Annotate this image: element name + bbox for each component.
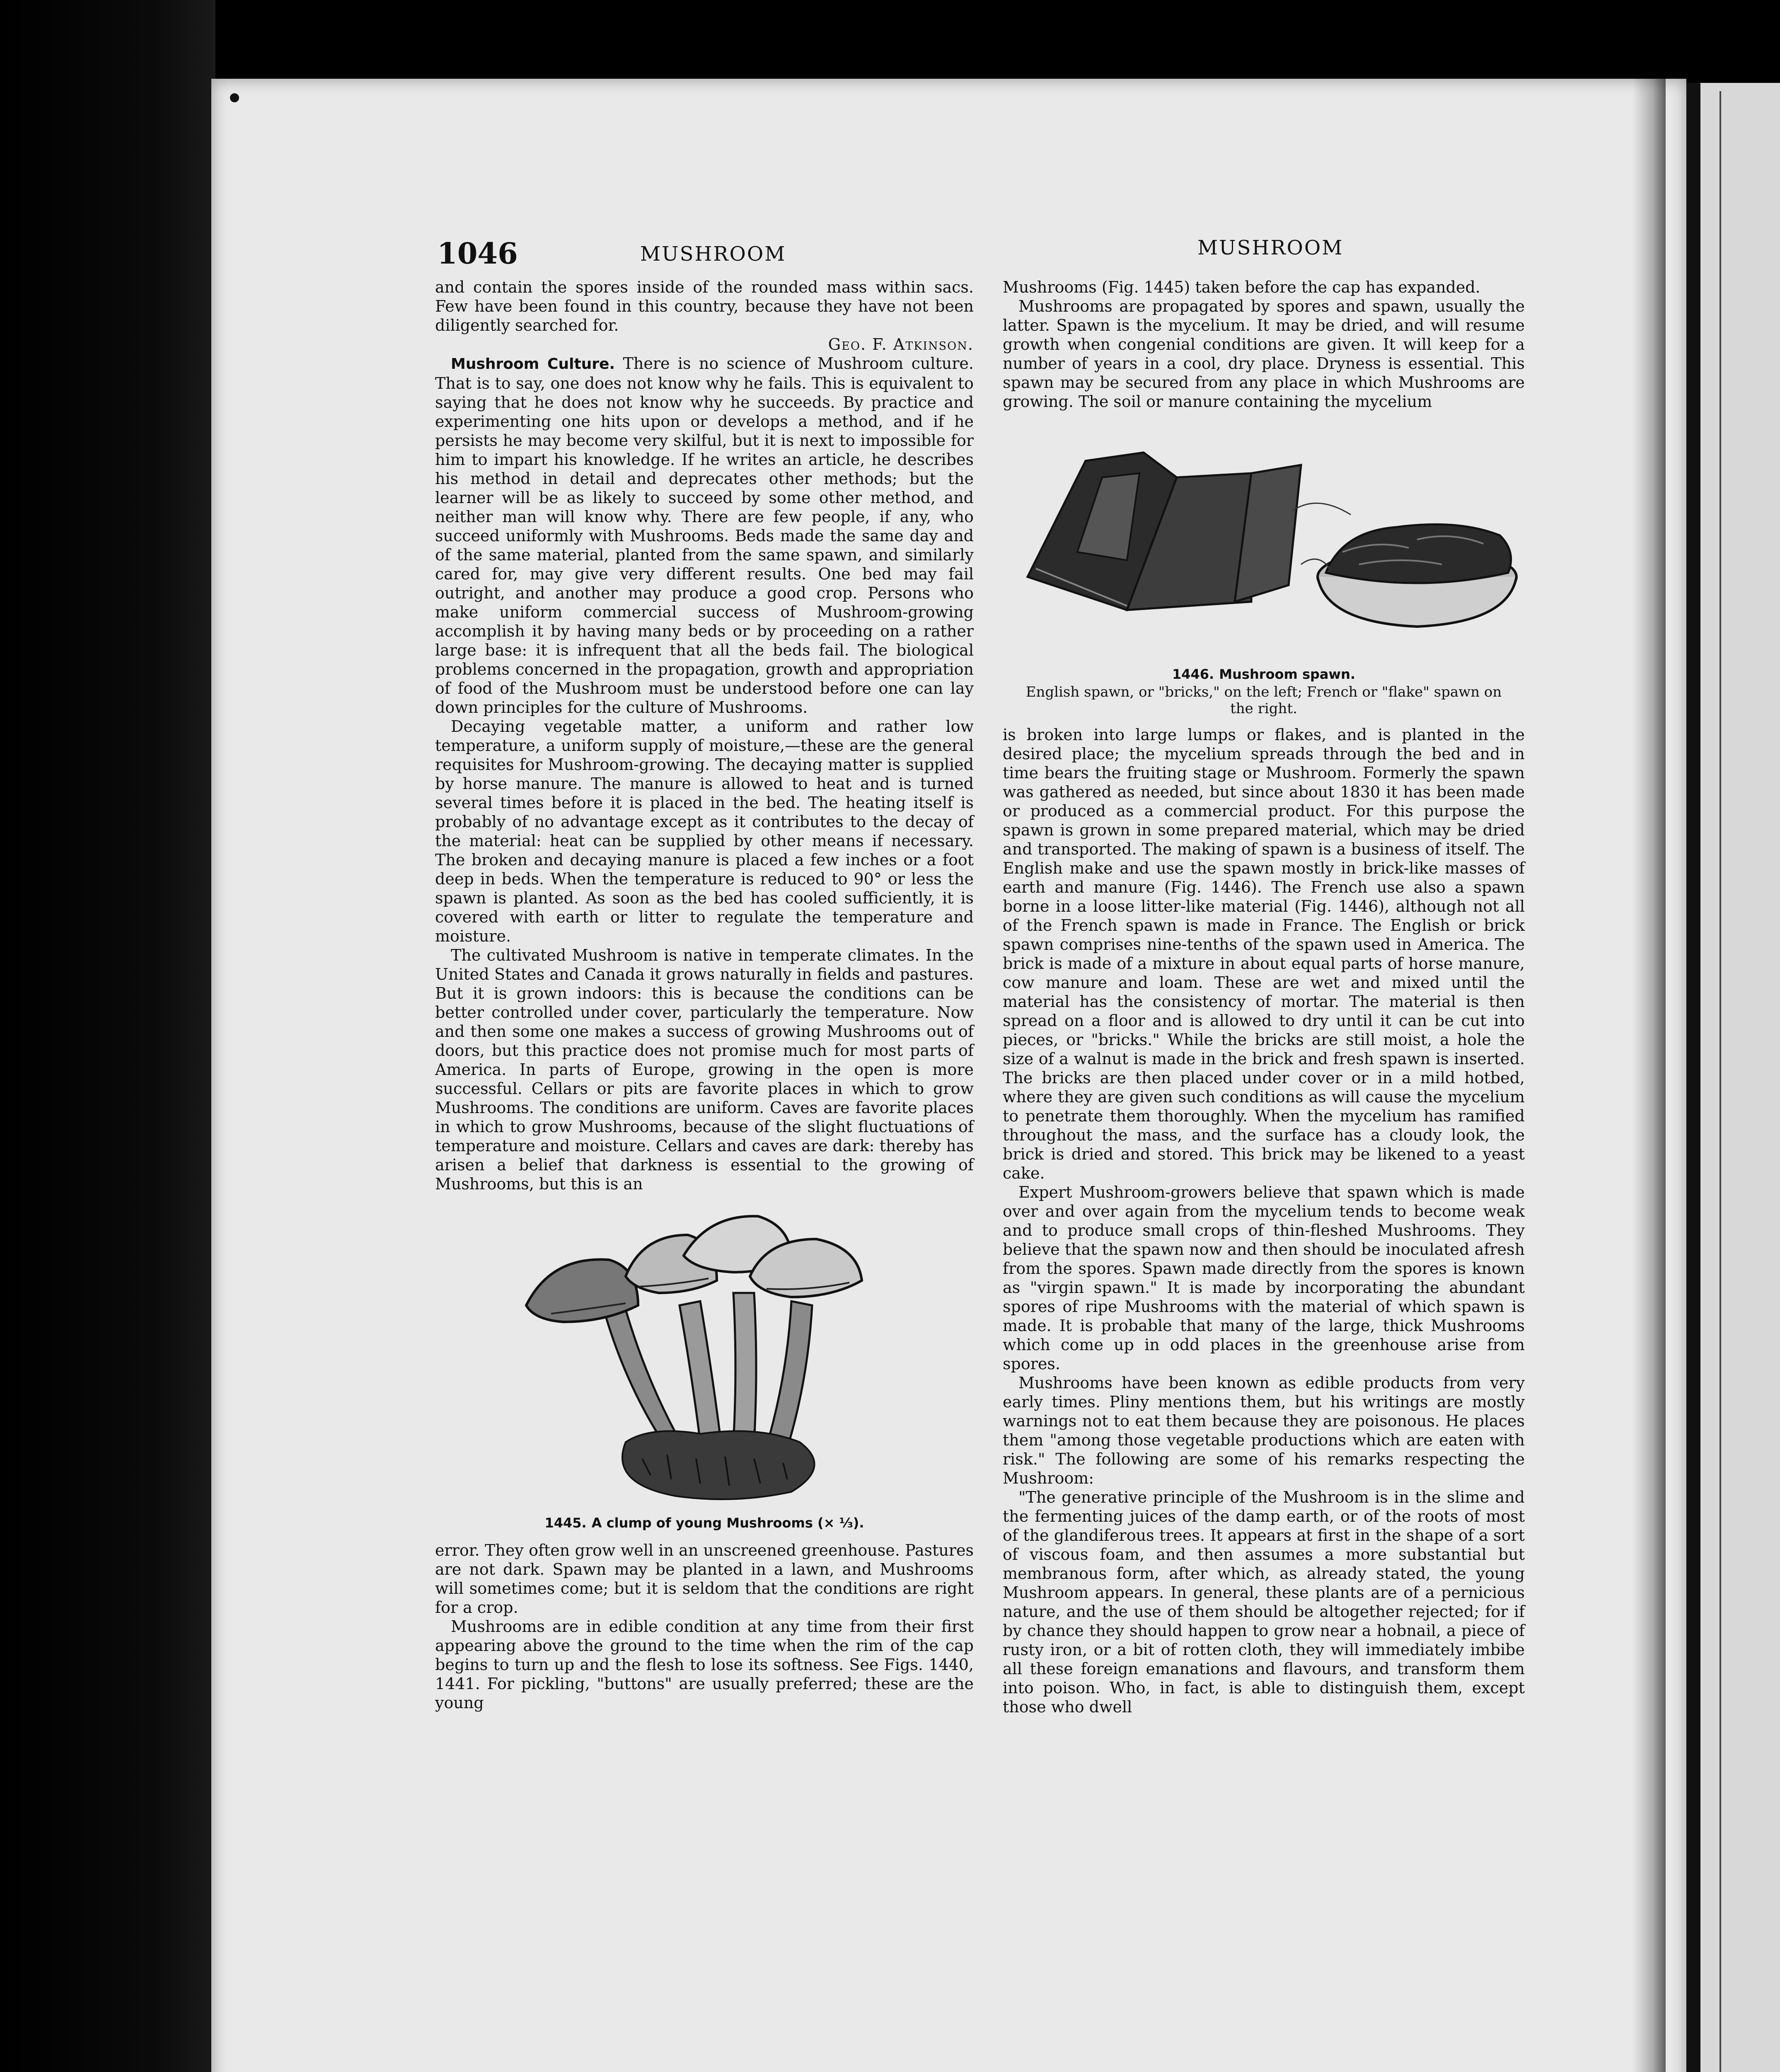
figure-caption-text: Mushroom spawn. — [1219, 666, 1356, 682]
figure-1446-caption — [1003, 664, 1525, 684]
right-column — [1003, 278, 1525, 1716]
adjacent-page-rule — [1720, 91, 1721, 2072]
figure-number: 1445. — [544, 1515, 587, 1531]
spine-shadow — [1632, 79, 1666, 2072]
expert-paragraph: Expert Mushroom-growers believe that spawn which is made over and over again from the mycelium tends to become weak and to produce small crops of thin-fleshed Mushrooms. They believe that the spawn now and then should be inoculated afresh from the spores. Spawn made directly from the spores is known as "virgin spawn." It is made by incorporating the abundant spores of ripe Mushrooms with the material of which spawn is made. It is probable that many of the large, thick Mushrooms which come up in odd places in the greenhouse arise from spores. — [1003, 1183, 1525, 1373]
propagated-paragraph: Mushrooms are propagated by spores and spawn, usually the latter. Spawn is the mycelium. It may be dried, and will resume growth when congenial conditions are given. It will keep for a number of years in a cool, dry place. Dryness is essential. This spawn may be secured from any place in which Mushrooms are growing. The soil or manure containing the mycelium — [1003, 297, 1525, 411]
figure-1445-caption — [435, 1513, 974, 1532]
page-number: 1046 — [437, 236, 518, 271]
cultivated-paragraph: The cultivated Mushroom is native in temperate climates. In the United States and Canada it grows naturally in fields and pastures. But it is grown indoors: this is because the conditions can be better controlled under cover, particularly the temperature. Now and then some one makes a success of growing Mushrooms out of doors, but this practice does not promise much for most parts of America. In parts of Europe, growing in the open is more successful. Cellars or pits are favorite places in which to grow Mushrooms. The conditions are uniform. Caves are favorite places in which to grow Mushrooms, because of the slight fluctuations of temperature and moisture. Cellars and caves are dark: thereby has arisen a belief that darkness is essential to the growing of Mushrooms, but this is an — [435, 946, 974, 1193]
figure-1446 — [1003, 428, 1525, 717]
continuation-paragraph: Mushrooms (Fig. 1445) taken before the cap has expanded. — [1003, 278, 1480, 296]
article-title: Mushroom Culture. — [451, 356, 615, 373]
culture-paragraph — [435, 354, 974, 717]
adjacent-page-edge — [1686, 83, 1780, 2072]
broken-paragraph: is broken into large lumps or flakes, and is planted in the desired place; the mycelium spreads through the bed and in time bears the fruiting stage or Mushroom. Formerly the spawn was gathered as needed, but since about 1830 it has been made or produced as a commercial product. For this purpose the spawn is grown in some prepared material, which may be dried and transported. The making of spawn is a business of itself. The English make and use the spawn mostly in brick-like masses of earth and manure (Fig. 1446). The French use also a spawn borne in a loose litter-like material (Fig. 1446), although not all of the French spawn is made in France. The English or brick spawn comprises nine-tenths of the spawn used in America. The brick is made of a mixture in about equal parts of horse manure, cow manure and loam. These are wet and mixed until the material has the consistency of mortar. The material is then spread on a floor and is allowed to dry until it can be cut into pieces, or "bricks." While the bricks are still moist, a hole the size of a walnut is made in the brick and fresh spawn is inserted. The bricks are then placed under cover or in a mild hotbed, where they are given such conditions as will cause the mycelium to penetrate them thoroughly. When the mycelium has ramified throughout the mass, and the surface has a cloudy look, the brick is dried and stored. This brick may be likened to a yeast cake. — [1003, 726, 1525, 1182]
running-head-left: MUSHROOM — [640, 242, 786, 266]
scan-border — [0, 0, 215, 2072]
quote-paragraph: "The generative principle of the Mushroom is in the slime and the fermenting juices of the damp earth, or of the roots of most of the glandiferous trees. It appears at first in the shape of a sort of viscous foam, and then assumes a more substantial but membranous form, after which, as already stated, the young Mushroom appears. In general, these plants are of a pernicious nature, and the use of them should be altogether rejected; for if by chance they should happen to grow near a hobnail, a piece of rusty iron, or a bit of rotten cloth, they will immediately imbibe all these foreign emanations and flavours, and transform them into poison. Who, in fact, is able to distinguish them, except those who dwell — [1003, 1488, 1525, 1716]
mushroom-spawn-illustration — [1003, 428, 1525, 660]
error-paragraph: error. They often grow well in an unscreened greenhouse. Pastures are not dark. Spawn may be planted in a lawn, and Mushrooms will sometimes come; but it is seldom that the conditions are right for a crop. — [435, 1541, 974, 1617]
intro-paragraph: and contain the spores inside of the rounded mass within sacs. Few have been found in this country, because they have not been diligently searched for. — [435, 278, 974, 334]
figure-caption-text: A clump of young Mushrooms (× ⅓). — [591, 1515, 864, 1531]
figure-number: 1446. — [1172, 666, 1214, 682]
edible-paragraph: Mushrooms are in edible condition at any time from their first appearing above the ground to the time when the rim of the cap begins to turn up and the flesh to lose its softness. See Figs. 1440, 1441. For pickling, "buttons" are usually preferred; these are the young — [435, 1617, 974, 1712]
culture-text: There is no science of Mushroom culture. That is to say, one does not know why he fails. This is equivalent to saying that he does not know why he succeeds. By practice and experimenting one hits upon or develops a method, and if he persists he may become very skilful, but it is next to impossible for him to impart his knowledge. If he writes an article, he describes his method in detail and deprecates other methods; but the learner will be as likely to succeed by some other method, and neither man will know why. There are few people, if any, who succeed uniformly with Mushrooms. Beds made the same day and of the same material, planted from the same spawn, and similarly cared for, may give very different results. One bed may fail outright, and another may produce a good crop. Persons who make uniform commercial success of Mushroom-growing accomplish it by having many beds or by proceeding on a rather large base: it is infrequent that all the beds fail. The biological problems concerned in the propagation, growth and appropriation of food of the Mushroom must be understood before one can lay down principles for the culture of Mushrooms. — [435, 354, 974, 716]
decaying-paragraph: Decaying vegetable matter, a uniform and rather low temperature, a uniform supply of moisture,—these are the general requisites for Mushroom-growing. The decaying matter is supplied by horse manure. The manure is allowed to heat and is turned several times before it is placed in the bed. The heating itself is probably of no advantage except as it contributes to the decay of the material: heat can be supplied by other means if necessary. The broken and decaying manure is placed a few inches or a foot deep in beds. When the temperature is reduced to 90° or less the spawn is planted. As soon as the bed has cooled sufficiently, it is covered with earth or litter to regulate the temperature and moisture. — [435, 717, 974, 945]
figure-1446-subcaption: English spawn, or "bricks," on the left; French or "flake" spawn on the right. — [1025, 684, 1502, 717]
running-head-right: MUSHROOM — [1197, 236, 1344, 259]
author-signature: Geo. F. Atkinson. — [828, 335, 974, 353]
known-paragraph: Mushrooms have been known as edible products from very early times. Pliny mentions them, but his writings are mostly warnings not to eat them because they are poisonous. He places them "among those vegetable productions which are eaten with risk." The following are some of his remarks respecting the Mushroom: — [1003, 1374, 1525, 1487]
left-column — [435, 278, 974, 1712]
mushroom-clump-illustration — [501, 1210, 907, 1508]
scan-speck — [230, 93, 239, 102]
figure-1445 — [435, 1210, 974, 1532]
